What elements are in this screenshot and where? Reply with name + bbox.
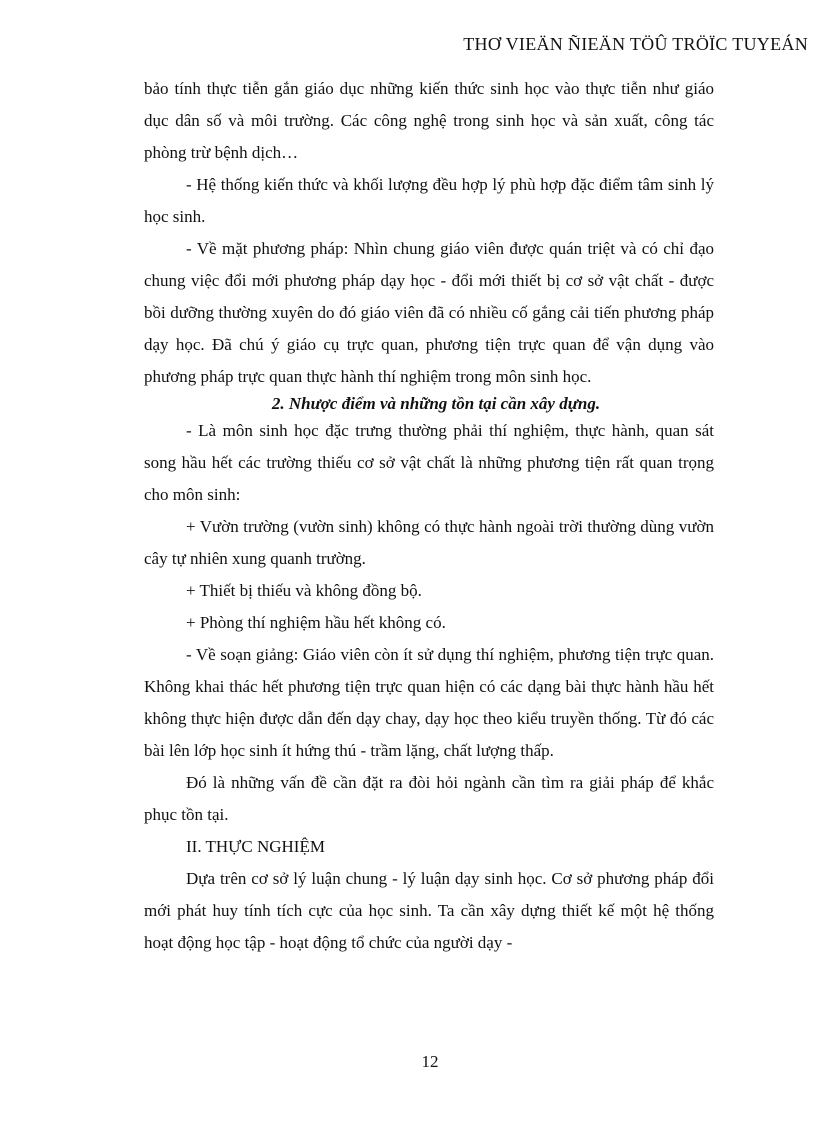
paragraph: bảo tính thực tiễn gắn giáo dục những kiến thức sinh học vào thực tiễn như giáo dục dân số và môi trường. Các công nghệ trong sinh học và sản xuất, công tác phòng trừ bệnh dịch… xyxy=(144,79,714,162)
paragraph: Đó là những vấn đề cần đặt ra đòi hỏi ngành cần tìm ra giải pháp để khắc phục tồn tại. xyxy=(144,773,714,824)
paragraph: - Hệ thống kiến thức và khối lượng đều hợp lý phù hợp đặc điểm tâm sinh lý học sinh. xyxy=(144,175,714,226)
list-item: + Thiết bị thiếu và không đồng bộ. xyxy=(186,581,422,600)
list-item: + Vườn trường (vườn sinh) không có thực hành ngoài trời thường dùng vườn cây tự nhiên xung quanh trường. xyxy=(144,517,714,568)
page-number: 12 xyxy=(421,1052,439,1071)
paragraph: Dựa trên cơ sở lý luận chung - lý luận dạy sinh học. Cơ sở phương pháp đổi mới phát huy tính tích cực của học sinh. Ta cần xây dựng thiết kế một hệ thống hoạt động học tập - hoạt động tổ chức của người dạy - xyxy=(144,869,714,952)
section-heading: 2. Nhược điểm và những tồn tại cần xây dựng. xyxy=(271,394,601,413)
paragraph: - Là môn sinh học đặc trưng thường phải thí nghiệm, thực hành, quan sát song hầu hết các trường thiếu cơ sở vật chất là những phương tiện rất quan trọng cho môn sinh: xyxy=(144,421,714,504)
list-item: + Phòng thí nghiệm hầu hết không có. xyxy=(186,613,446,632)
document-body xyxy=(144,73,714,959)
section-title: II. THỰC NGHIỆM xyxy=(186,837,325,856)
page-header: THƠ VIEÄN ÑIEÄN TÖÛ TRÖÏC TUYEÁN xyxy=(463,34,808,54)
paragraph: - Về mặt phương pháp: Nhìn chung giáo viên được quán triệt và có chỉ đạo chung việc đổi mới phương pháp dạy học - đổi mới thiết bị cơ sở vật chất - được bồi dưỡng thường xuyên do đó giáo viên đã có nhiều cố gắng cải tiến phương pháp dạy học. Đã chú ý giáo cụ trực quan, phương tiện trực quan để vận dụng vào phương pháp trực quan thực hành thí nghiệm trong môn sinh học. xyxy=(144,239,714,386)
paragraph: - Về soạn giảng: Giáo viên còn ít sử dụng thí nghiệm, phương tiện trực quan. Không khai thác hết phương tiện trực quan hiện có các dạng bài thực hành hầu hết không thực hiện được dẫn đến dạy chay, dạy học theo kiểu truyền thống. Từ đó các bài lên lớp học sinh ít hứng thú - trầm lặng, chất lượng thấp. xyxy=(144,645,714,760)
